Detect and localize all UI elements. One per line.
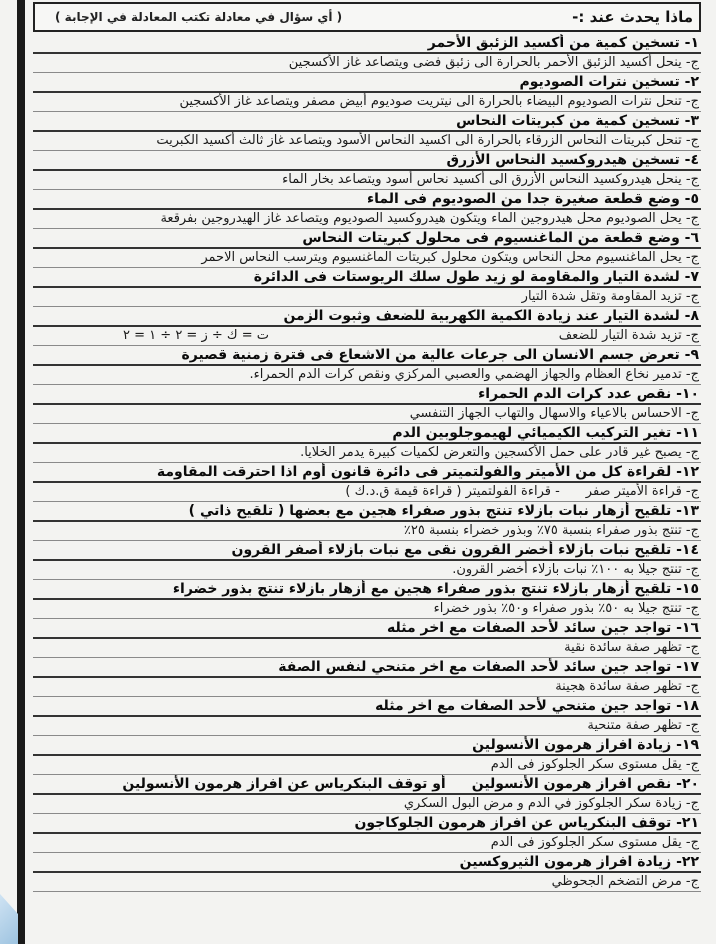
answer-row xyxy=(33,600,701,620)
answer-text: ج- يحل الصوديوم محل هيدروجين الماء ويتكون هيدروكسيد الصوديوم ويتصاعد غاز الهيدروجين بفرقعة xyxy=(160,211,699,227)
question-text: ٢٠- نقص افراز هرمون الأنسولين xyxy=(471,775,699,792)
worksheet-header xyxy=(33,2,701,32)
question-text: ١١- تغير التركيب الكيميائي لهيموجلوبين الدم xyxy=(392,424,699,441)
answer-row xyxy=(33,210,701,230)
question-text: ١٧- تواجد جين سائد لأحد الصفات مع اخر متنحي لنفس الصفة xyxy=(278,658,699,675)
question-text: ١٣- تلقيح أزهار نبات بازلاء تنتج بذور صفراء هجين مع بعضها ( تلقيح ذاتي ) xyxy=(188,502,699,519)
question-text: ٥- وضع قطعة صغيرة جدا من الصوديوم فى الماء xyxy=(367,190,699,207)
answer-text: ج- تظهر صفة سائدة هجينة xyxy=(555,679,699,695)
answer-row xyxy=(33,639,701,659)
question-text: ٢١- توقف البنكرياس عن افراز هرمون الجلوكاجون xyxy=(354,814,699,831)
answer-text: ج- تدمير نخاع العظام والجهاز الهضمي والعصبي المركزي ونقص كرات الدم الحمراء. xyxy=(249,367,699,383)
answer-row xyxy=(33,171,701,191)
question-text: ١٤- تلقيح نبات بازلاء أخضر القرون نقى مع نبات بازلاء أصفر القرون xyxy=(231,541,699,558)
secondary-text: - قراءة الفولتميتر ( قراءة قيمة ق.د.ك ) xyxy=(345,484,560,500)
question-row xyxy=(33,190,701,210)
answer-text: ج- يحل الماغنسيوم محل النحاس ويتكون محلول كبريتات الماغنسيوم ويترسب النحاس الاحمر xyxy=(201,250,699,266)
answer-row xyxy=(33,522,701,542)
question-row xyxy=(33,853,701,873)
question-row xyxy=(33,814,701,834)
question-row xyxy=(33,151,701,171)
answer-text: ج- الاحساس بالاعياء والاسهال والتهاب الجهاز التنفسي xyxy=(409,406,699,422)
equation-text: ت = ك ÷ ز = ٢ ÷ ١ = ٢ xyxy=(123,328,269,344)
page-edge-bar xyxy=(17,0,25,944)
question-text: ٢- تسخين نترات الصوديوم xyxy=(519,73,699,90)
answer-text: ج- قراءة الأميتر صفر xyxy=(585,484,699,500)
question-answer-list xyxy=(33,34,701,944)
corner-decoration xyxy=(0,894,18,944)
question-text: ٩- تعرض جسم الانسان الى جرعات عالية من الاشعاع فى فترة زمنية قصيرة xyxy=(181,346,699,363)
question-text: ١٥- تلقيح أزهار بازلاء تنتج بذور صفراء هجين مع أزهار بازلاء تنتج بذور خضراء xyxy=(172,580,699,597)
question-row xyxy=(33,34,701,54)
question-text: ١٢- لقراءة كل من الأميتر والفولتميتر فى دائرة قانون أوم اذا احترقت المقاومة xyxy=(156,463,699,480)
question-text: ٢٢- زيادة افراز هرمون الثيروكسين xyxy=(459,853,699,870)
answer-text: ج- يقل مستوى سكر الجلوكوز فى الدم xyxy=(490,835,699,851)
question-row xyxy=(33,775,701,795)
question-text: ١٩- زيادة افراز هرمون الأنسولين xyxy=(472,736,699,753)
question-text: ١٨- تواجد جين متنحي لأحد الصفات مع اخر مثله xyxy=(375,697,699,714)
answer-row xyxy=(33,444,701,464)
answer-text: ج- تنحل نترات الصوديوم البيضاء بالحرارة الى نيتريت صوديوم أبيض مصفر ويتصاعد غاز الأكسجين xyxy=(179,94,699,110)
answer-text: ج- ينحل أكسيد الزئبق الأحمر بالحرارة الى زئبق فضى ويتصاعد غاز الأكسجين xyxy=(288,55,699,71)
question-text: ١- تسخين كمية من أكسيد الزئبق الأحمر xyxy=(427,34,699,51)
answer-row xyxy=(33,834,701,854)
answer-text: ج- تزيد المقاومة وتقل شدة التيار xyxy=(521,289,699,305)
answer-text: ج- ينحل هيدروكسيد النحاس الأزرق الى أكسيد نحاس أسود ويتصاعد بخار الماء xyxy=(282,172,699,188)
answer-text: ج- تنتج بذور صفراء بنسبة ٧٥٪ وبذور خضراء بنسبة ٢٥٪ xyxy=(403,523,699,539)
question-row xyxy=(33,385,701,405)
answer-row xyxy=(33,483,701,503)
question-row xyxy=(33,697,701,717)
answer-text: ج- تظهر صفة سائدة نقية xyxy=(564,640,699,656)
answer-text: ج- زيادة سكر الجلوكوز في الدم و مرض البول السكري xyxy=(403,796,699,812)
answer-row xyxy=(33,678,701,698)
answer-row xyxy=(33,327,701,347)
question-row xyxy=(33,736,701,756)
question-row xyxy=(33,307,701,327)
question-row xyxy=(33,463,701,483)
question-text: ١٠- نقص عدد كرات الدم الحمراء xyxy=(478,385,699,402)
answer-text: ج- تنتج جيلا به ١٠٠٪ نبات بازلاء أخضر القرون. xyxy=(452,562,699,578)
question-text: ٣- تسخين كمية من كبريتات النحاس xyxy=(456,112,699,129)
answer-row xyxy=(33,54,701,74)
answer-row xyxy=(33,405,701,425)
question-text: ٦- وضع قطعة من الماغنسيوم فى محلول كبريتات النحاس xyxy=(302,229,699,246)
answer-row xyxy=(33,717,701,737)
question-text: ١٦- تواجد جين سائد لأحد الصفات مع اخر مثله xyxy=(387,619,699,636)
answer-text: ج- يقل مستوى سكر الجلوكوز فى الدم xyxy=(490,757,699,773)
answer-text: ج- يصبح غير قادر على حمل الأكسجين والتعرض لكميات كبيرة يدمر الخلايا. xyxy=(300,445,699,461)
answer-text: ج- مرض التضخم الجحوظي xyxy=(551,874,699,890)
question-row xyxy=(33,424,701,444)
answer-row xyxy=(33,249,701,269)
header-title: ماذا يحدث عند :- xyxy=(572,8,693,26)
answer-row xyxy=(33,561,701,581)
question-row xyxy=(33,346,701,366)
secondary-text: أو توقف البنكرياس عن افراز هرمون الأنسولين xyxy=(122,775,446,792)
answer-row xyxy=(33,288,701,308)
answer-row xyxy=(33,93,701,113)
question-row xyxy=(33,502,701,522)
header-note: ( أي سؤال في معادلة تكتب المعادلة في الإجابة ) xyxy=(55,10,343,24)
question-row xyxy=(33,580,701,600)
question-row xyxy=(33,619,701,639)
question-text: ٤- تسخين هيدروكسيد النحاس الأزرق xyxy=(446,151,699,168)
answer-row xyxy=(33,366,701,386)
answer-row xyxy=(33,795,701,815)
question-text: ٧- لشدة التيار والمقاومة لو زيد طول سلك الريوستات فى الدائرة xyxy=(253,268,699,285)
question-row xyxy=(33,229,701,249)
answer-text: ج- تظهر صفة متنحية xyxy=(587,718,699,734)
question-row xyxy=(33,112,701,132)
answer-row xyxy=(33,756,701,776)
answer-text: ج- تنحل كبريتات النحاس الزرقاء بالحرارة الى اكسيد النحاس الأسود ويتصاعد غاز ثالث أكسيد الكبريت xyxy=(156,133,699,149)
question-row xyxy=(33,73,701,93)
question-text: ٨- لشدة التيار عند زيادة الكمية الكهربية للضعف وثبوت الزمن xyxy=(283,307,699,324)
question-row xyxy=(33,268,701,288)
answer-row xyxy=(33,873,701,893)
answer-text: ج- تزيد شدة التيار للضعف xyxy=(558,328,699,344)
answer-row xyxy=(33,132,701,152)
answer-text: ج- تنتج جيلا به ٥٠٪ بذور صفراء و٥٠٪ بذور خضراء xyxy=(433,601,699,617)
question-row xyxy=(33,541,701,561)
question-row xyxy=(33,658,701,678)
